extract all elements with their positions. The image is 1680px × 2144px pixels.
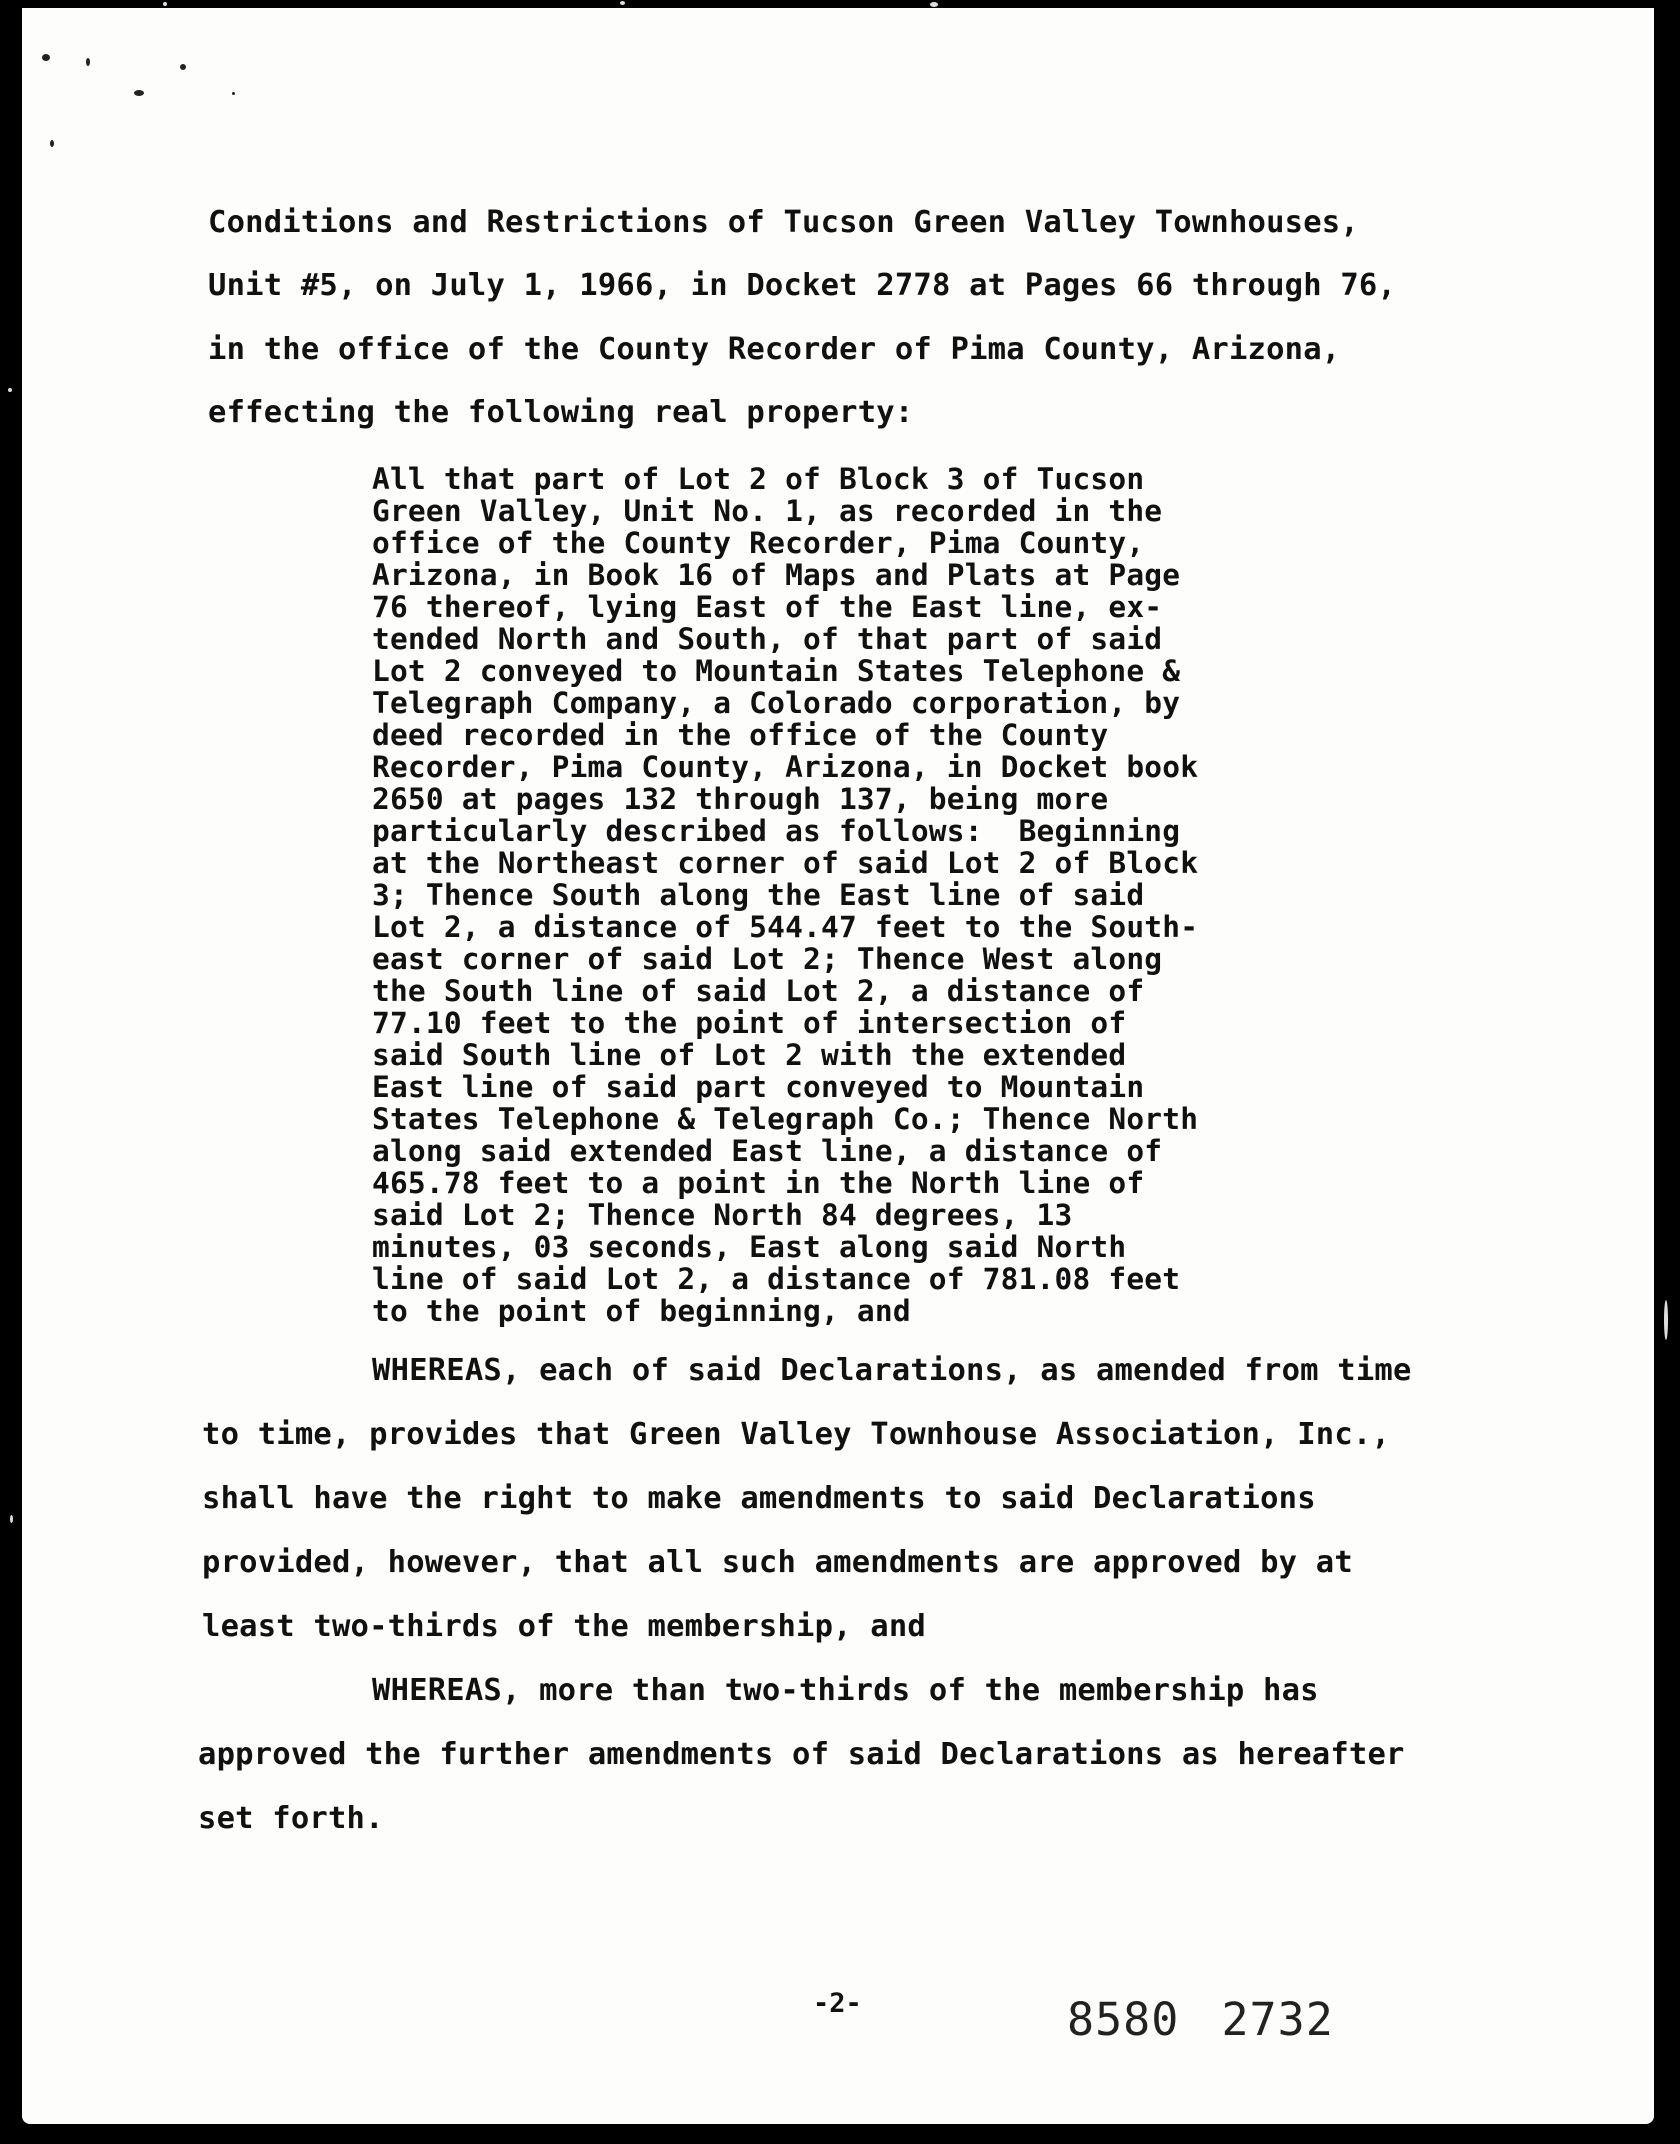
text-line: east corner of said Lot 2; Thence West along — [372, 942, 1163, 976]
text-line: WHEREAS, more than two-thirds of the membership has — [372, 1673, 1319, 1708]
scan-speck — [10, 1515, 13, 1523]
text-line: Unit #5, on July 1, 1966, in Docket 2778 at Pages 66 through 76, — [208, 268, 1397, 303]
text-line: to time, provides that Green Valley Townhouse Association, Inc., — [202, 1417, 1391, 1452]
text-line: Telegraph Company, a Colorado corporation, by — [372, 686, 1181, 720]
text-line: office of the County Recorder, Pima County, — [372, 526, 1145, 560]
text-line: Conditions and Restrictions of Tucson Green Valley Townhouses, — [208, 205, 1359, 240]
page-number: -2- — [813, 1988, 862, 2019]
text-line: WHEREAS, each of said Declarations, as amended from time — [372, 1353, 1412, 1388]
scan-speck — [163, 2, 167, 6]
scan-speck — [232, 92, 235, 95]
text-line: said South line of Lot 2 with the extended — [372, 1038, 1127, 1072]
scan-speck — [620, 1, 625, 5]
text-line: along said extended East line, a distance of — [372, 1134, 1163, 1168]
text-line: effecting the following real property: — [208, 395, 914, 430]
text-line: 77.10 feet to the point of intersection of — [372, 1006, 1127, 1040]
scan-speck — [8, 388, 12, 392]
text-line: provided, however, that all such amendments are approved by at — [202, 1545, 1353, 1580]
scan-speck — [42, 54, 50, 61]
text-line: set forth. — [198, 1801, 384, 1836]
text-line: East line of said part conveyed to Mountain — [372, 1070, 1145, 1104]
text-line: deed recorded in the office of the County — [372, 718, 1109, 752]
text-line: least two-thirds of the membership, and — [202, 1609, 926, 1644]
text-line: 3; Thence South along the East line of said — [372, 878, 1145, 912]
text-line: Recorder, Pima County, Arizona, in Docket book — [372, 750, 1199, 784]
scan-speck — [1664, 1300, 1668, 1340]
document-page — [22, 8, 1654, 2124]
document-number: 8580 2732 — [1067, 1993, 1334, 2046]
text-line: Lot 2 conveyed to Mountain States Telephone & — [372, 654, 1181, 688]
scan-speck — [134, 90, 144, 96]
scan-speck — [50, 140, 54, 147]
text-line: shall have the right to make amendments to said Declarations — [202, 1481, 1316, 1516]
text-line: All that part of Lot 2 of Block 3 of Tucson — [372, 462, 1145, 496]
text-line: States Telephone & Telegraph Co.; Thence North — [372, 1102, 1199, 1136]
text-line: at the Northeast corner of said Lot 2 of Block — [372, 846, 1199, 880]
text-line: in the office of the County Recorder of Pima County, Arizona, — [208, 332, 1341, 367]
text-line: particularly described as follows: Beginning — [372, 814, 1181, 848]
text-line: Lot 2, a distance of 544.47 feet to the South- — [372, 910, 1199, 944]
text-line: to the point of beginning, and — [372, 1294, 911, 1328]
text-line: line of said Lot 2, a distance of 781.08 feet — [372, 1262, 1181, 1296]
text-line: approved the further amendments of said Declarations as hereafter — [198, 1737, 1405, 1772]
text-line: 76 thereof, lying East of the East line, ex- — [372, 590, 1163, 624]
text-line: 2650 at pages 132 through 137, being more — [372, 782, 1109, 816]
text-line: the South line of said Lot 2, a distance of — [372, 974, 1145, 1008]
scan-speck — [86, 58, 90, 66]
text-line: Arizona, in Book 16 of Maps and Plats at Page — [372, 558, 1181, 592]
text-line: Green Valley, Unit No. 1, as recorded in the — [372, 494, 1163, 528]
text-line: tended North and South, of that part of said — [372, 622, 1163, 656]
text-line: said Lot 2; Thence North 84 degrees, 13 — [372, 1198, 1073, 1232]
scan-speck — [180, 64, 186, 70]
text-line: 465.78 feet to a point in the North line of — [372, 1166, 1145, 1200]
text-line: minutes, 03 seconds, East along said North — [372, 1230, 1127, 1264]
scan-speck — [930, 2, 938, 7]
